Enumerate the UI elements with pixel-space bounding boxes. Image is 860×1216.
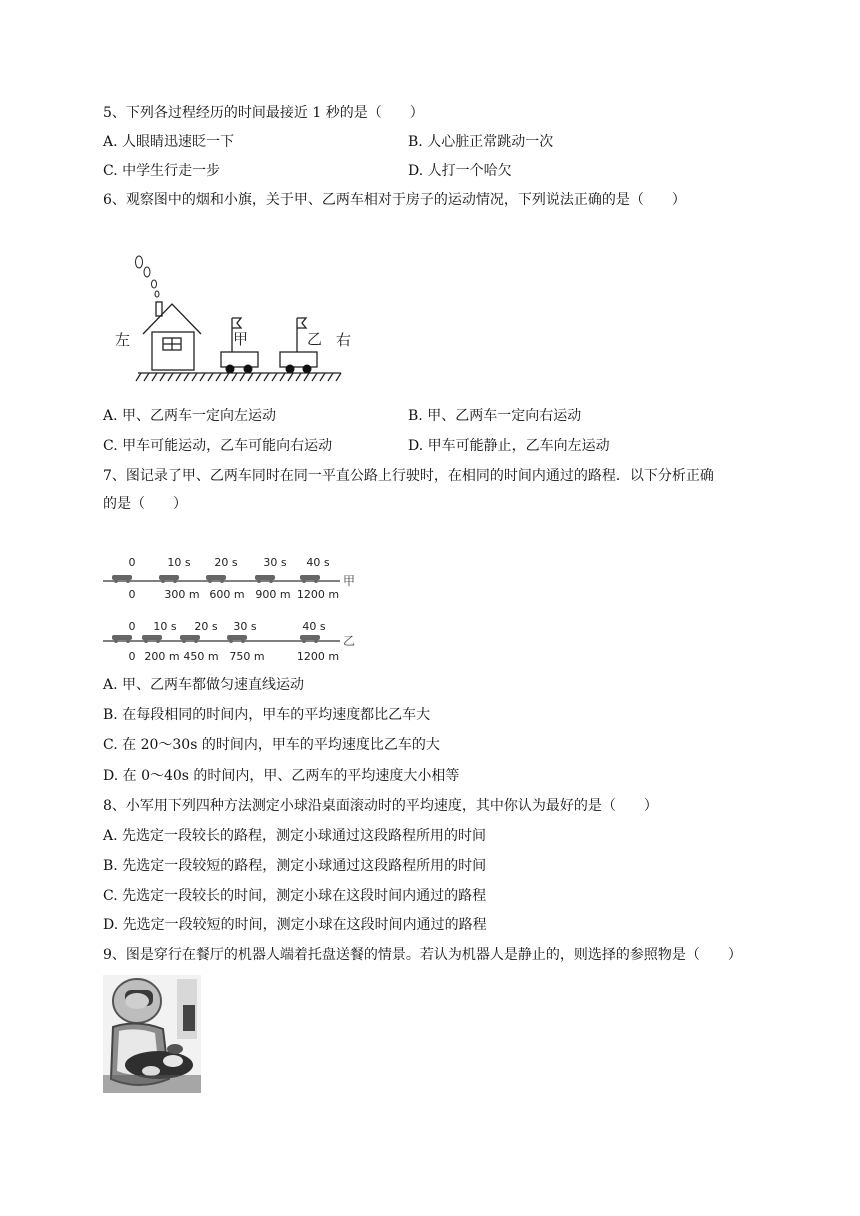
car-b-time-label: 0	[128, 620, 136, 633]
car-a-label: 甲	[233, 330, 249, 348]
q6-option-d: D. 甲车可能静止，乙车向左运动	[408, 438, 610, 454]
q7-option-a: A. 甲、乙两车都做匀速直线运动	[103, 677, 305, 693]
car-b-marker-icon	[142, 635, 162, 643]
car-b-marker-icon	[180, 635, 200, 643]
car-b-label: 乙	[307, 330, 323, 348]
car-a-time-label: 0	[128, 556, 136, 569]
q8-option-a: A. 先选定一段较长的路程，测定小球通过这段路程所用的时间	[103, 828, 487, 844]
car-a-distance-label: 1200 m	[296, 588, 340, 601]
smoke-icon	[136, 256, 160, 297]
car-a-wheel	[226, 365, 235, 374]
left-label: 左	[115, 331, 131, 349]
q7-stem-line2: 的是（ ）	[103, 496, 187, 512]
q5-stem: 5、下列各过程经历的时间最接近 1 秒的是（ ）	[103, 105, 424, 121]
car-b-distance-label: 200 m	[144, 650, 180, 663]
q5-option-a: A. 人眼睛迅速眨一下	[103, 134, 235, 150]
q6-stem: 6、观察图中的烟和小旗，关于甲、乙两车相对于房子的运动情况，下列说法正确的是（ ）	[103, 192, 686, 208]
car-b-time-label: 10 s	[153, 620, 177, 633]
car-b-marker-icon	[300, 635, 320, 643]
car-a-time-label: 20 s	[214, 556, 238, 569]
q8-option-c: C. 先选定一段较长的时间，测定小球在这段时间内通过的路程	[103, 888, 487, 904]
car-a-distance-label: 300 m	[164, 588, 200, 601]
q7-option-d: D. 在 0～40s 的时间内，甲、乙两车的平均速度大小相等	[103, 768, 460, 784]
car-b-distance-label: 1200 m	[296, 650, 340, 663]
q8-option-b: B. 先选定一段较短的路程，测定小球通过这段路程所用的时间	[103, 858, 487, 874]
q9-robot-waiter-photo	[103, 975, 201, 1093]
q5-option-c: C. 中学生行走一步	[103, 163, 221, 179]
car-a-distance-label: 0	[128, 588, 136, 601]
house-icon	[143, 302, 201, 370]
right-label: 右	[336, 331, 352, 349]
car-a-wheel	[244, 365, 253, 374]
car-b-wheel	[303, 365, 312, 374]
car-a-marker-icon	[206, 575, 226, 583]
car-a-time-label: 40 s	[306, 556, 330, 569]
car-b-wheel	[286, 365, 295, 374]
car-a-marker-icon	[112, 575, 132, 583]
q5-option-d: D. 人打一个哈欠	[408, 163, 512, 179]
car-b-time-label: 40 s	[302, 620, 326, 633]
q7-option-c: C. 在 20～30s 的时间内，甲车的平均速度比乙车的大	[103, 737, 440, 753]
q5-option-b: B. 人心脏正常跳动一次	[408, 134, 554, 150]
q6-option-b: B. 甲、乙两车一定向右运动	[408, 408, 582, 424]
q6-figure-house-and-cars	[105, 248, 360, 388]
car-a-marker-icon	[255, 575, 275, 583]
car-a-time-label: 10 s	[167, 556, 191, 569]
car-b-label: 乙	[343, 634, 356, 648]
car-a-marker-icon	[159, 575, 179, 583]
q7-figure-distance-time	[100, 550, 370, 668]
ground-hatching	[136, 373, 341, 381]
car-b-distance-label: 750 m	[229, 650, 265, 663]
q7-option-b: B. 在每段相同的时间内，甲车的平均速度都比乙车大	[103, 707, 431, 723]
car-a-time-label: 30 s	[263, 556, 287, 569]
car-b-time-label: 20 s	[194, 620, 218, 633]
q9-stem: 9、图是穿行在餐厅的机器人端着托盘送餐的情景。若认为机器人是静止的，则选择的参照物是（ ）	[103, 947, 742, 963]
q6-option-a: A. 甲、乙两车一定向左运动	[103, 408, 277, 424]
car-a-marker-icon	[300, 575, 320, 583]
car-a-label: 甲	[343, 574, 356, 588]
car-b-marker-icon	[112, 635, 132, 643]
car-b-marker-icon	[227, 635, 247, 643]
q7-stem-line1: 7、图记录了甲、乙两车同时在同一平直公路上行驶时，在相同的时间内通过的路程．以下分析正确	[103, 468, 714, 484]
car-b-distance-label: 0	[128, 650, 136, 663]
car-a-distance-label: 900 m	[255, 588, 291, 601]
q8-option-d: D. 先选定一段较短的时间，测定小球在这段时间内通过的路程	[103, 917, 487, 933]
car-a-distance-label: 600 m	[209, 588, 245, 601]
q8-stem: 8、小军用下列四种方法测定小球沿桌面滚动时的平均速度，其中你认为最好的是（ ）	[103, 798, 658, 814]
car-b-distance-label: 450 m	[183, 650, 219, 663]
q6-option-c: C. 甲车可能运动，乙车可能向右运动	[103, 438, 333, 454]
car-b-time-label: 30 s	[233, 620, 257, 633]
